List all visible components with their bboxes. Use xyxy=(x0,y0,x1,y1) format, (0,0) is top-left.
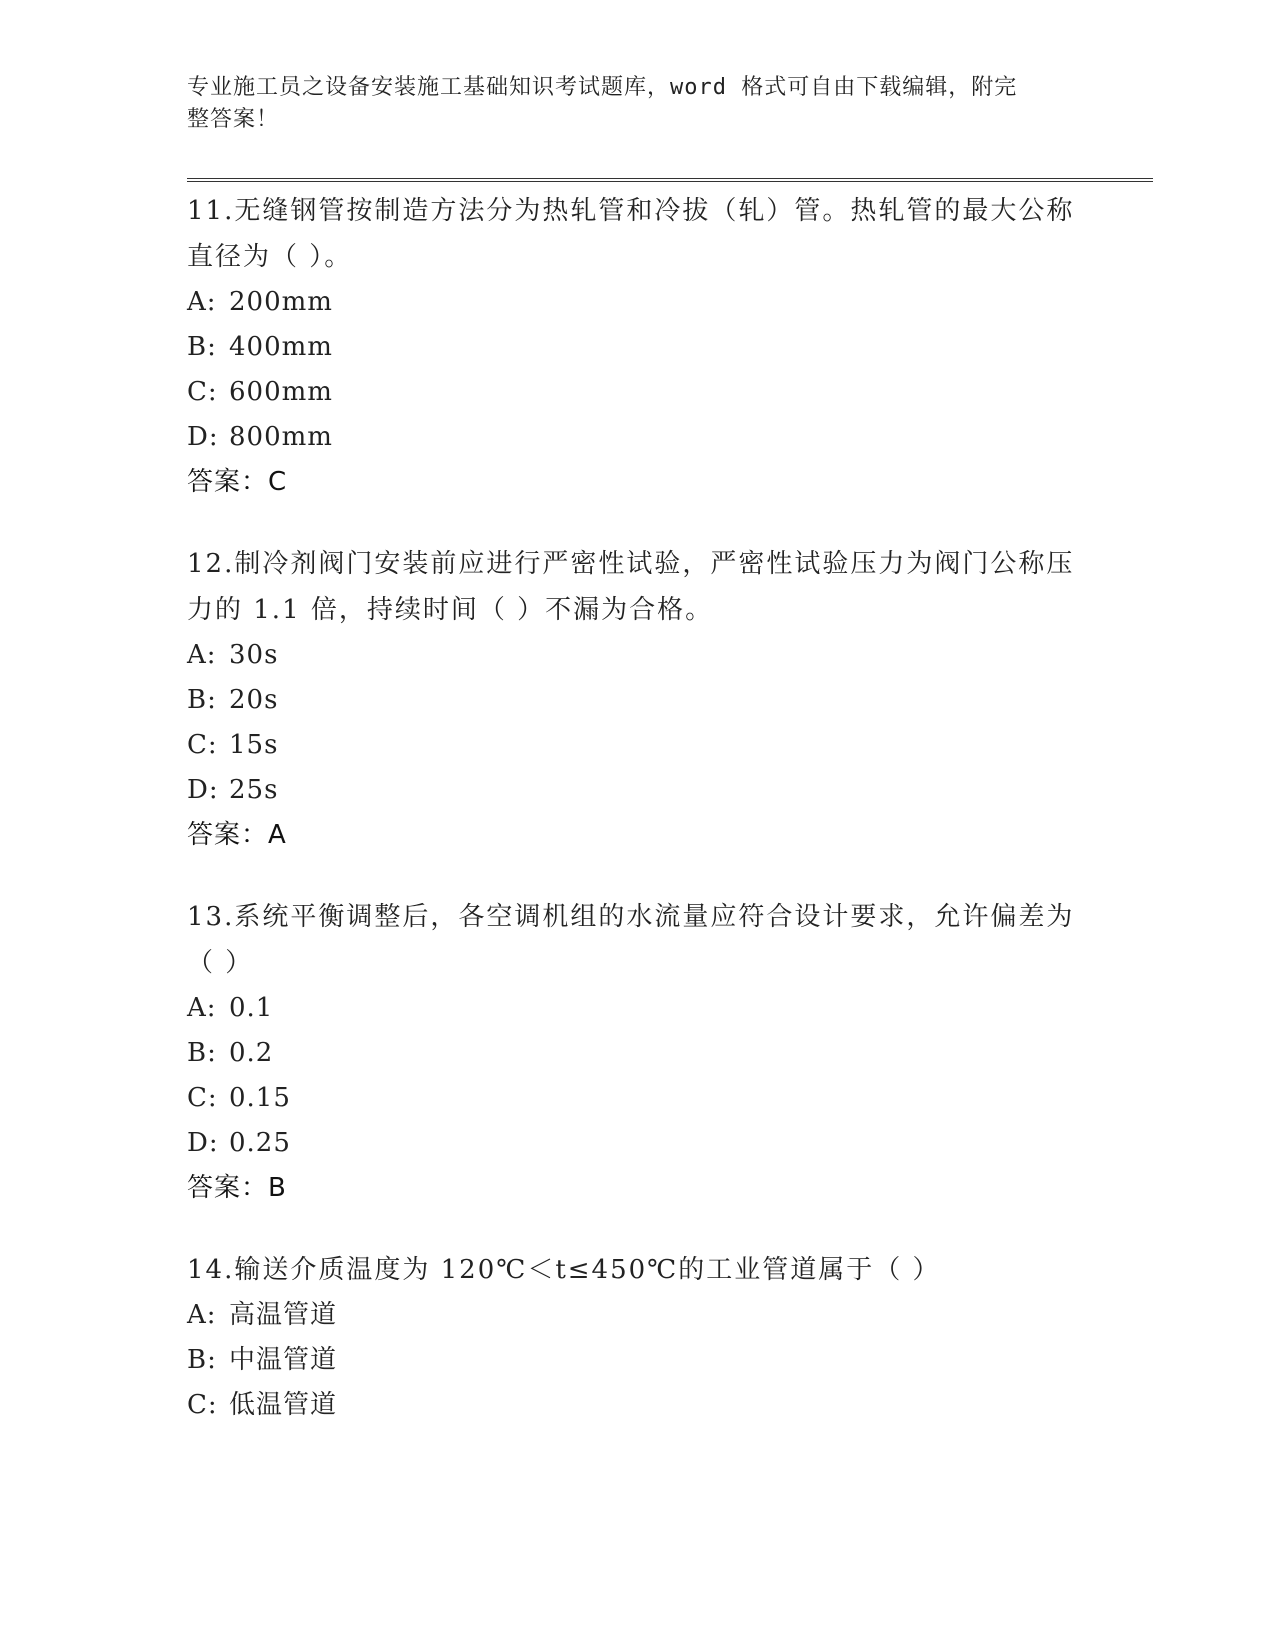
option-letter: D: xyxy=(187,775,219,805)
question-stem: 12.制冷剂阀门安装前应进行严密性试验，严密性试验压力为阀门公称压力的 1.1 倍，持续时间（ ）不漏为合格。 xyxy=(187,549,1075,625)
option-letter: A: xyxy=(187,287,217,317)
option-letter: A: xyxy=(187,640,217,670)
option-text: 中温管道 xyxy=(229,1345,338,1375)
option-a xyxy=(187,986,1087,1031)
option-text: 200mm xyxy=(229,287,333,317)
option-letter: D: xyxy=(187,422,219,452)
option-letter: C: xyxy=(187,1390,218,1420)
option-c xyxy=(187,723,1087,768)
option-text: 600mm xyxy=(229,377,333,407)
question-stem: 11.无缝钢管按制造方法分为热轧管和冷拔（轧）管。热轧管的最大公称直径为（ ）。 xyxy=(187,196,1075,272)
option-text: 400mm xyxy=(229,332,333,362)
option-b xyxy=(187,678,1087,723)
option-letter: C: xyxy=(187,377,218,407)
option-letter: B: xyxy=(187,1345,217,1375)
option-d xyxy=(187,1121,1087,1166)
option-letter: C: xyxy=(187,730,218,760)
option-c xyxy=(187,370,1087,415)
option-text: 800mm xyxy=(229,422,333,452)
option-d xyxy=(187,415,1087,460)
option-letter: B: xyxy=(187,685,217,715)
option-a xyxy=(187,633,1087,678)
question-stem: 14.输送介质温度为 120℃＜t≤450℃的工业管道属于（ ） xyxy=(187,1255,941,1285)
option-letter: B: xyxy=(187,1038,217,1068)
option-text: 高温管道 xyxy=(229,1300,338,1330)
option-text: 30s xyxy=(229,640,279,670)
document-header xyxy=(187,72,1067,136)
option-text: 15s xyxy=(229,730,279,760)
question-stem: 13.系统平衡调整后，各空调机组的水流量应符合设计要求，允许偏差为（ ） xyxy=(187,902,1075,978)
question-11 xyxy=(187,188,1087,505)
option-a xyxy=(187,280,1087,325)
question-12 xyxy=(187,541,1087,858)
option-b xyxy=(187,325,1087,370)
option-b xyxy=(187,1031,1087,1076)
option-text: 0.25 xyxy=(229,1128,291,1158)
option-c xyxy=(187,1383,1087,1428)
option-d xyxy=(187,768,1087,813)
header-divider xyxy=(187,178,1153,182)
option-text: 0.1 xyxy=(229,993,274,1023)
option-text: 25s xyxy=(229,775,279,805)
option-text: 0.15 xyxy=(229,1083,291,1113)
question-list xyxy=(187,188,1087,1464)
option-text: 低温管道 xyxy=(229,1390,338,1420)
option-letter: C: xyxy=(187,1083,218,1113)
option-c xyxy=(187,1076,1087,1121)
answer-line: 答案：C xyxy=(187,467,288,497)
header-line-1: 专业施工员之设备安装施工基础知识考试题库，word 格式可自由下载编辑，附完 xyxy=(187,75,1018,100)
answer-line: 答案：B xyxy=(187,1173,287,1203)
header-line-2: 整答案！ xyxy=(187,107,280,132)
option-text: 0.2 xyxy=(229,1038,274,1068)
option-b xyxy=(187,1338,1087,1383)
option-text: 20s xyxy=(229,685,279,715)
question-13 xyxy=(187,894,1087,1211)
question-14 xyxy=(187,1247,1087,1428)
option-letter: A: xyxy=(187,993,217,1023)
option-letter: B: xyxy=(187,332,217,362)
answer-line: 答案：A xyxy=(187,820,287,850)
option-letter: A: xyxy=(187,1300,217,1330)
option-a xyxy=(187,1293,1087,1338)
option-letter: D: xyxy=(187,1128,219,1158)
